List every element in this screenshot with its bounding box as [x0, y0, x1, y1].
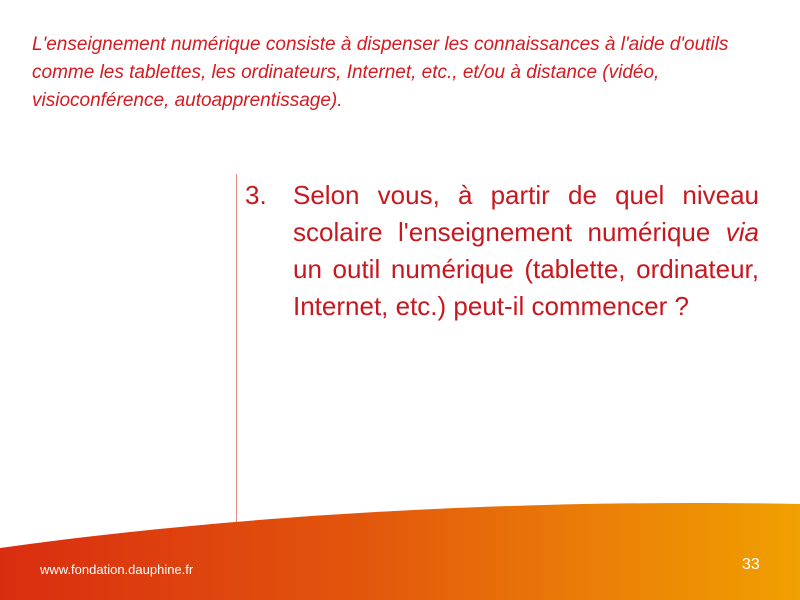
footer-wave-band: [0, 490, 800, 600]
question-text-after: un outil numérique (tablette, ordinateur, Internet, etc.) peut-il commencer ?: [293, 254, 759, 321]
question-block: [245, 172, 759, 325]
vertical-divider: [236, 174, 237, 524]
question-text: [245, 172, 759, 325]
footer-website-link[interactable]: www.fondation.dauphine.fr: [40, 562, 194, 577]
question-text-emphasis: via: [725, 217, 759, 247]
question-number: 3.: [245, 180, 267, 210]
question-text-before: Selon vous, à partir de quel niveau scolaire l'enseignement numérique: [293, 180, 759, 247]
intro-definition-text: L'enseignement numérique consiste à dispenser les connaissances à l'aide d'outils comme les tablettes, les ordinateurs, Internet, etc., et/ou à distance (vidéo, visioconférence, autoapprentissage).: [32, 34, 729, 111]
page-number: 33: [742, 556, 760, 573]
